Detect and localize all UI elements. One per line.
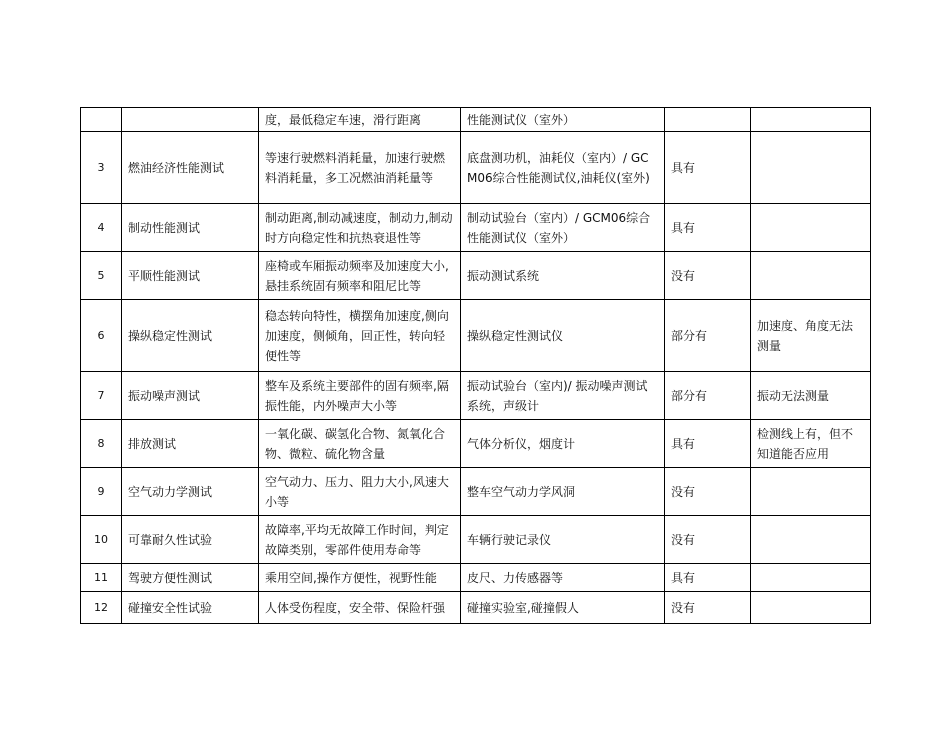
test-content: 稳态转向特性，横摆角加速度,侧向加速度，侧倾角，回正性，转向轻便性等 xyxy=(259,300,461,372)
row-number: 11 xyxy=(81,564,122,592)
availability: 具有 xyxy=(665,132,751,204)
table-row xyxy=(81,372,871,420)
availability: 具有 xyxy=(665,564,751,592)
table-row xyxy=(81,252,871,300)
availability: 没有 xyxy=(665,252,751,300)
test-content: 度，最低稳定车速，滑行距离 xyxy=(259,108,461,132)
table-row xyxy=(81,132,871,204)
table-row xyxy=(81,300,871,372)
test-equipment: 操纵稳定性测试仪 xyxy=(461,300,665,372)
row-number: 12 xyxy=(81,592,122,624)
test-content: 人体受伤程度，安全带、保险杆强 xyxy=(259,592,461,624)
availability: 部分有 xyxy=(665,300,751,372)
table-row xyxy=(81,108,871,132)
remark xyxy=(751,108,871,132)
row-number: 9 xyxy=(81,468,122,516)
test-equipment: 底盘测功机，油耗仪（室内）/ GCM06综合性能测试仪,油耗仪(室外) xyxy=(461,132,665,204)
test-equipment: 气体分析仪，烟度计 xyxy=(461,420,665,468)
test-content: 乘用空间,操作方便性，视野性能 xyxy=(259,564,461,592)
test-item: 平顺性能测试 xyxy=(122,252,259,300)
table-row xyxy=(81,516,871,564)
row-number: 10 xyxy=(81,516,122,564)
test-content: 空气动力、压力、阻力大小,风速大小等 xyxy=(259,468,461,516)
availability: 没有 xyxy=(665,516,751,564)
test-content: 等速行驶燃料消耗量，加速行驶燃料消耗量，多工况燃油消耗量等 xyxy=(259,132,461,204)
remark xyxy=(751,132,871,204)
test-equipment: 皮尺、力传感器等 xyxy=(461,564,665,592)
remark xyxy=(751,564,871,592)
availability xyxy=(665,108,751,132)
remark xyxy=(751,592,871,624)
test-item: 制动性能测试 xyxy=(122,204,259,252)
test-equipment: 碰撞实验室,碰撞假人 xyxy=(461,592,665,624)
test-equipment: 整车空气动力学风洞 xyxy=(461,468,665,516)
test-equipment: 振动测试系统 xyxy=(461,252,665,300)
test-content: 故障率,平均无故障工作时间，判定故障类别，零部件使用寿命等 xyxy=(259,516,461,564)
test-items-table xyxy=(80,107,871,624)
test-item xyxy=(122,108,259,132)
row-number: 8 xyxy=(81,420,122,468)
availability: 没有 xyxy=(665,592,751,624)
remark xyxy=(751,252,871,300)
test-equipment: 振动试验台（室内)/ 振动噪声测试系统，声级计 xyxy=(461,372,665,420)
remark: 振动无法测量 xyxy=(751,372,871,420)
test-item: 振动噪声测试 xyxy=(122,372,259,420)
test-item: 驾驶方便性测试 xyxy=(122,564,259,592)
test-content: 座椅或车厢振动频率及加速度大小,悬挂系统固有频率和阻尼比等 xyxy=(259,252,461,300)
availability: 具有 xyxy=(665,420,751,468)
test-item: 可靠耐久性试验 xyxy=(122,516,259,564)
test-item: 空气动力学测试 xyxy=(122,468,259,516)
remark xyxy=(751,204,871,252)
row-number: 7 xyxy=(81,372,122,420)
availability: 没有 xyxy=(665,468,751,516)
row-number xyxy=(81,108,122,132)
test-equipment: 制动试验台（室内）/ GCM06综合性能测试仪（室外） xyxy=(461,204,665,252)
test-content: 整车及系统主要部件的固有频率,隔振性能，内外噪声大小等 xyxy=(259,372,461,420)
test-item: 操纵稳定性测试 xyxy=(122,300,259,372)
table-row xyxy=(81,468,871,516)
row-number: 3 xyxy=(81,132,122,204)
table-row xyxy=(81,204,871,252)
test-equipment: 性能测试仪（室外） xyxy=(461,108,665,132)
test-equipment: 车辆行驶记录仪 xyxy=(461,516,665,564)
remark xyxy=(751,516,871,564)
availability: 部分有 xyxy=(665,372,751,420)
table-row xyxy=(81,420,871,468)
row-number: 5 xyxy=(81,252,122,300)
remark: 加速度、角度无法测量 xyxy=(751,300,871,372)
test-item: 燃油经济性能测试 xyxy=(122,132,259,204)
table-row xyxy=(81,592,871,624)
remark: 检测线上有，但不知道能否应用 xyxy=(751,420,871,468)
test-content: 制动距离,制动减速度，制动力,制动时方向稳定性和抗热衰退性等 xyxy=(259,204,461,252)
test-content: 一氧化碳、碳氢化合物、氮氧化合物、微粒、硫化物含量 xyxy=(259,420,461,468)
test-item: 排放测试 xyxy=(122,420,259,468)
row-number: 6 xyxy=(81,300,122,372)
remark xyxy=(751,468,871,516)
availability: 具有 xyxy=(665,204,751,252)
test-item: 碰撞安全性试验 xyxy=(122,592,259,624)
row-number: 4 xyxy=(81,204,122,252)
table-row xyxy=(81,564,871,592)
